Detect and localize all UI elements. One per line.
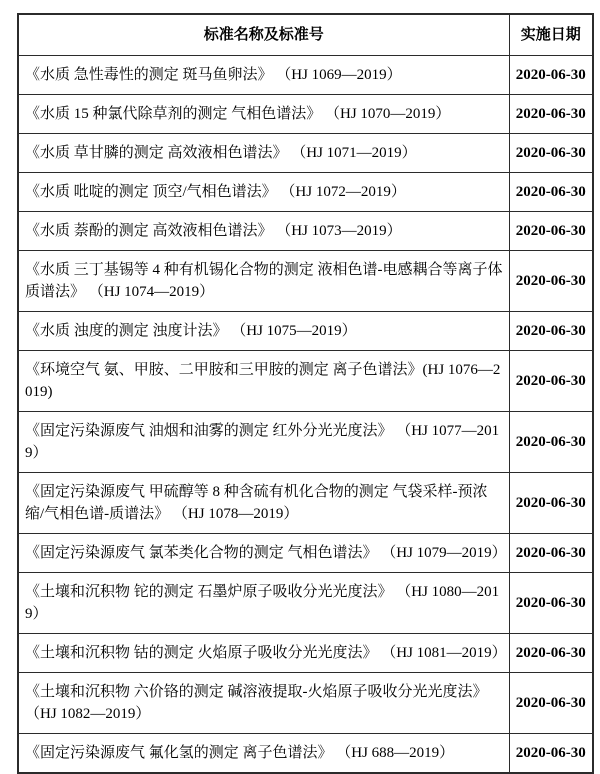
table-row <box>18 56 593 95</box>
standard-name: 《水质 15 种氯代除草剂的测定 气相色谱法》 （HJ 1070—2019） <box>18 95 509 134</box>
implementation-date: 2020-06-30 <box>509 734 593 774</box>
column-header-implementation-date: 实施日期 <box>509 14 593 56</box>
implementation-date: 2020-06-30 <box>509 634 593 673</box>
standard-name: 《环境空气 氨、甲胺、二甲胺和三甲胺的测定 离子色谱法》(HJ 1076—2019) <box>18 351 509 412</box>
table-row <box>18 351 593 412</box>
standard-name: 《固定污染源废气 油烟和油雾的测定 红外分光光度法》 （HJ 1077—2019） <box>18 412 509 473</box>
table-row <box>18 534 593 573</box>
standard-name: 《土壤和沉积物 铊的测定 石墨炉原子吸收分光光度法》 （HJ 1080—2019） <box>18 573 509 634</box>
standard-name: 《水质 浊度的测定 浊度计法》 （HJ 1075—2019） <box>18 312 509 351</box>
standard-name: 《固定污染源废气 氟化氢的测定 离子色谱法》 （HJ 688—2019） <box>18 734 509 774</box>
implementation-date: 2020-06-30 <box>509 473 593 534</box>
implementation-date: 2020-06-30 <box>509 251 593 312</box>
standard-name: 《水质 萘酚的测定 高效液相色谱法》 （HJ 1073—2019） <box>18 212 509 251</box>
table-row <box>18 573 593 634</box>
implementation-date: 2020-06-30 <box>509 312 593 351</box>
implementation-date: 2020-06-30 <box>509 95 593 134</box>
implementation-date: 2020-06-30 <box>509 134 593 173</box>
standard-name: 《固定污染源废气 甲硫醇等 8 种含硫有机化合物的测定 气袋采样-预浓缩/气相色谱-质谱法》 （HJ 1078—2019） <box>18 473 509 534</box>
table-row <box>18 673 593 734</box>
implementation-date: 2020-06-30 <box>509 212 593 251</box>
standard-name: 《水质 急性毒性的测定 斑马鱼卵法》 （HJ 1069—2019） <box>18 56 509 95</box>
standard-name: 《水质 吡啶的测定 顶空/气相色谱法》 （HJ 1072—2019） <box>18 173 509 212</box>
table-row <box>18 473 593 534</box>
table-row <box>18 212 593 251</box>
implementation-date: 2020-06-30 <box>509 351 593 412</box>
implementation-date: 2020-06-30 <box>509 534 593 573</box>
standard-name: 《水质 草甘膦的测定 高效液相色谱法》 （HJ 1071—2019） <box>18 134 509 173</box>
table-row <box>18 134 593 173</box>
table-row <box>18 634 593 673</box>
table-row <box>18 412 593 473</box>
standard-name: 《固定污染源废气 氯苯类化合物的测定 气相色谱法》 （HJ 1079—2019） <box>18 534 509 573</box>
table-row <box>18 173 593 212</box>
table-row <box>18 95 593 134</box>
implementation-date: 2020-06-30 <box>509 173 593 212</box>
table-header-row <box>18 14 593 56</box>
implementation-date: 2020-06-30 <box>509 412 593 473</box>
implementation-date: 2020-06-30 <box>509 573 593 634</box>
standard-name: 《土壤和沉积物 六价铬的测定 碱溶液提取-火焰原子吸收分光光度法》 （HJ 1082—2019） <box>18 673 509 734</box>
document-page <box>0 13 600 761</box>
table-row <box>18 312 593 351</box>
column-header-standard-name: 标准名称及标准号 <box>18 14 509 56</box>
standard-name: 《土壤和沉积物 钴的测定 火焰原子吸收分光光度法》 （HJ 1081—2019） <box>18 634 509 673</box>
implementation-date: 2020-06-30 <box>509 673 593 734</box>
table-row <box>18 734 593 774</box>
standard-name: 《水质 三丁基锡等 4 种有机锡化合物的测定 液相色谱-电感耦合等离子体质谱法》 （HJ 1074—2019） <box>18 251 509 312</box>
implementation-date: 2020-06-30 <box>509 56 593 95</box>
standards-table <box>17 13 594 774</box>
table-row <box>18 251 593 312</box>
